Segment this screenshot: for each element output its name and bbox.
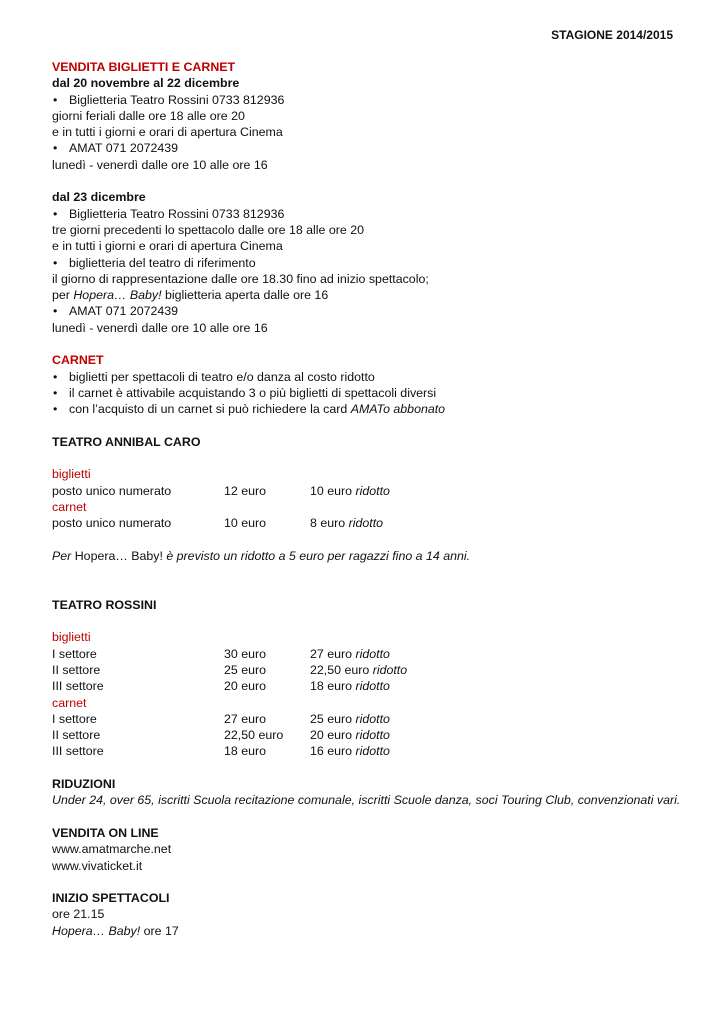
carnet-bullet-3	[52, 401, 682, 417]
spacer	[52, 532, 682, 548]
carnet-bullet-1: • biglietti per spettacoli di teatro e/o danza al costo ridotto	[52, 369, 682, 385]
period2-bullet-3: • AMAT 071 2072439	[52, 303, 682, 319]
price-label: III settore	[52, 744, 104, 759]
carnet-heading: CARNET	[52, 353, 104, 368]
price-reduced	[310, 515, 383, 531]
price-reduced-value: 16 euro	[310, 744, 353, 759]
price-full: 10 euro	[224, 516, 267, 531]
carnet-bullet-2: • il carnet è attivabile acquistando 3 o più biglietti di spettacoli diversi	[52, 385, 682, 401]
carnet-bullet-3-card: AMATo abbonato	[350, 402, 446, 417]
riduzioni-text: Under 24, over 65, iscritti Scuola recitazione comunale, iscritti Scuole danza, soci Touring Club, convenzionati vari.	[52, 793, 681, 808]
price-reduced-note: ridotto	[348, 516, 384, 531]
spacer	[52, 760, 682, 776]
price-reduced-note: ridotto	[355, 728, 390, 743]
online-site-1[interactable]: www.amatmarche.net	[52, 842, 172, 857]
document-body	[52, 59, 682, 939]
price-label: posto unico numerato	[52, 516, 172, 531]
price-reduced	[310, 483, 390, 499]
rossini-biglietti-label: biglietti	[52, 630, 91, 645]
price-label: I settore	[52, 646, 97, 661]
period2-line-3: il giorno di rappresentazione dalle ore 18.30 fino ad inizio spettacolo;	[52, 271, 429, 286]
price-reduced	[310, 678, 390, 694]
rossini-carnet-row	[52, 711, 682, 727]
period2-line-4	[52, 287, 682, 303]
rossini-carnet-label: carnet	[52, 695, 87, 710]
period2-line-4-title: Hopera… Baby!	[73, 288, 162, 303]
price-reduced	[310, 711, 390, 727]
price-reduced-note: ridotto	[355, 646, 390, 661]
spacer	[52, 336, 682, 352]
annibal-note-title: Hopera… Baby!	[74, 548, 163, 563]
spacer	[52, 613, 682, 629]
annibal-note-post: è previsto un ridotto a 5 euro per ragazzi fino a 14 anni.	[162, 548, 471, 563]
period2-bullet-1: • Biglietteria Teatro Rossini 0733 812936	[52, 206, 682, 222]
period2-line-2: e in tutti i giorni e orari di apertura Cinema	[52, 239, 283, 254]
period2-line-4-post: biglietteria aperta dalle ore 16	[161, 288, 329, 303]
period2-line-1: tre giorni precedenti lo spettacolo dalle ore 18 alle ore 20	[52, 222, 365, 237]
price-reduced	[310, 662, 407, 678]
period1-bullet-1: • Biglietteria Teatro Rossini 0733 812936	[52, 92, 682, 108]
price-reduced-value: 27 euro	[310, 646, 353, 661]
price-label: III settore	[52, 679, 104, 694]
period1-line-3: lunedì - venerdì dalle ore 10 alle ore 16	[52, 157, 268, 172]
price-reduced-value: 20 euro	[310, 728, 353, 743]
annibal-biglietti-label: biglietti	[52, 467, 91, 482]
rossini-biglietti-row	[52, 646, 682, 662]
price-full: 22,50 euro	[224, 728, 284, 743]
price-reduced-value: 18 euro	[310, 679, 353, 694]
rossini-carnet-row	[52, 727, 682, 743]
period1-line-2: e in tutti i giorni e orari di apertura Cinema	[52, 125, 283, 140]
spacer	[52, 809, 682, 825]
spacer	[52, 173, 682, 189]
price-label: II settore	[52, 662, 101, 677]
inizio-heading: INIZIO SPETTACOLI	[52, 891, 170, 906]
price-full: 25 euro	[224, 662, 267, 677]
price-reduced-note: ridotto	[372, 662, 408, 677]
period1-dates: dal 20 novembre al 22 dicembre	[52, 76, 240, 91]
inizio-hopera-title: Hopera… Baby!	[52, 923, 141, 938]
price-reduced-note: ridotto	[355, 711, 390, 726]
price-full: 20 euro	[224, 679, 267, 694]
period1-bullet-2: • AMAT 071 2072439	[52, 140, 682, 156]
rossini-heading: TEATRO ROSSINI	[52, 597, 157, 612]
price-reduced	[310, 646, 390, 662]
price-reduced-note: ridotto	[355, 679, 390, 694]
annibal-heading: TEATRO ANNIBAL CARO	[52, 434, 201, 449]
spacer	[52, 874, 682, 890]
spacer	[52, 418, 682, 434]
annibal-biglietti-row	[52, 483, 682, 499]
riduzioni-heading: RIDUZIONI	[52, 777, 116, 792]
price-full: 27 euro	[224, 711, 267, 726]
period2-dates: dal 23 dicembre	[52, 190, 146, 205]
price-label: II settore	[52, 728, 101, 743]
price-reduced-value: 8 euro	[310, 516, 346, 531]
spacer	[52, 450, 682, 466]
period1-line-1: giorni feriali dalle ore 18 alle ore 20	[52, 108, 245, 123]
price-reduced-note: ridotto	[355, 483, 390, 498]
online-site-2[interactable]: www.vivaticket.it	[52, 858, 143, 873]
price-reduced-note: ridotto	[355, 744, 390, 759]
price-full: 12 euro	[224, 483, 267, 498]
inizio-hopera-time: ore 17	[140, 923, 179, 938]
online-heading: VENDITA ON LINE	[52, 825, 159, 840]
period2-line-5: lunedì - venerdì dalle ore 10 alle ore 16	[52, 320, 268, 335]
rossini-biglietti-row	[52, 678, 682, 694]
annibal-carnet-label: carnet	[52, 500, 87, 515]
price-reduced-value: 25 euro	[310, 711, 353, 726]
season-header: STAGIONE 2014/2015	[551, 28, 673, 42]
price-full: 18 euro	[224, 744, 267, 759]
inizio-hopera	[52, 923, 682, 939]
price-label: I settore	[52, 711, 97, 726]
spacer	[52, 564, 682, 597]
price-label: posto unico numerato	[52, 483, 172, 498]
period2-line-4-pre: per	[52, 288, 74, 303]
price-reduced	[310, 727, 390, 743]
price-reduced-value: 22,50 euro	[310, 662, 370, 677]
annibal-note	[52, 548, 682, 564]
annibal-carnet-row	[52, 515, 682, 531]
period2-bullet-2: • biglietteria del teatro di riferimento	[52, 255, 682, 271]
price-reduced	[310, 743, 390, 759]
vendita-heading: VENDITA BIGLIETTI E CARNET	[52, 60, 236, 74]
carnet-bullet-3-pre: con l’acquisto di un carnet si può richiedere la card	[69, 402, 351, 417]
price-reduced-value: 10 euro	[310, 483, 353, 498]
price-full: 30 euro	[224, 646, 267, 661]
annibal-note-pre: Per	[52, 548, 75, 563]
rossini-biglietti-row	[52, 662, 682, 678]
rossini-carnet-row	[52, 743, 682, 759]
inizio-time: ore 21.15	[52, 907, 105, 922]
